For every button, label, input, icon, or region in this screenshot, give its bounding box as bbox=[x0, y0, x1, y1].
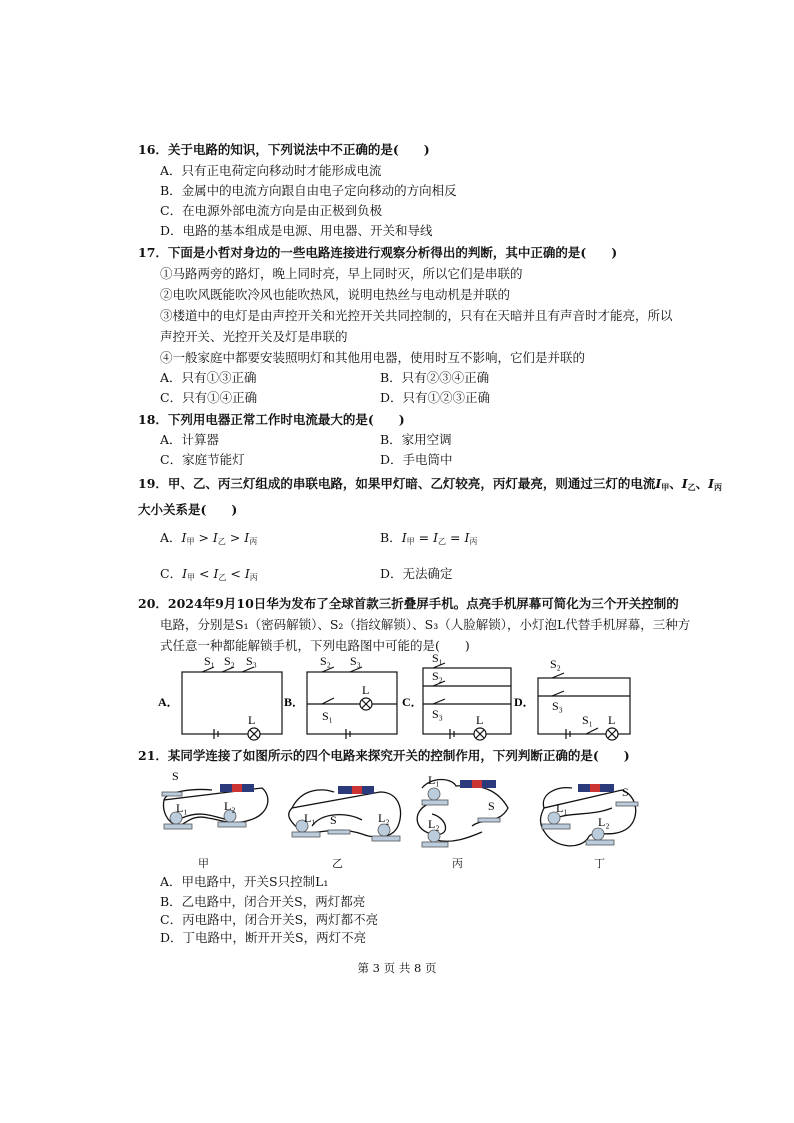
q21-yi-l1: L₁ bbox=[304, 811, 316, 825]
q17-option-b: B．只有②③④正确 bbox=[380, 370, 490, 385]
q20-d-s3: S₃ bbox=[552, 699, 563, 713]
q19-option-c: C．$I_甲 < I_乙 < I_丙$ bbox=[160, 566, 258, 582]
q19-option-a: A．$I_甲 > I_乙 > I_丙$ bbox=[160, 530, 258, 546]
q16-option-c: C．在电源外部电流方向是由正极到负极 bbox=[160, 203, 383, 218]
q20-a-l: L bbox=[248, 713, 256, 727]
q21-bing-l1: L₁ bbox=[428, 773, 440, 787]
q20-b-s2: S₂ bbox=[320, 654, 331, 668]
q21-yi-s: S bbox=[330, 813, 337, 827]
q20-label-c: C． bbox=[402, 695, 423, 709]
q21-ding-s: S bbox=[622, 785, 629, 799]
q21-caption-jia: 甲 bbox=[198, 857, 209, 870]
q18-option-d: D．手电筒中 bbox=[380, 452, 453, 467]
q20-stem-b: 电路，分别是S₁（密码解锁）、S₂（指纹解锁）、S₃（人脸解锁），小灯泡L代替手机屏幕，三种方 bbox=[160, 617, 691, 632]
q20-circuit-diagrams bbox=[150, 652, 640, 742]
q20-a-s1: S₁ bbox=[204, 654, 215, 668]
q21-bing-l2: L₂ bbox=[428, 817, 440, 831]
q18-option-a: A．计算器 bbox=[160, 432, 220, 447]
q20-c-l: L bbox=[476, 713, 484, 727]
q17-option-c: C．只有①④正确 bbox=[160, 390, 258, 405]
q20-c-s2: S₂ bbox=[432, 669, 443, 683]
q20-c-s3: S₃ bbox=[432, 707, 443, 721]
q19-stem-b: 大小关系是( ) bbox=[138, 502, 238, 517]
q21-caption-bing: 丙 bbox=[452, 857, 463, 870]
q20-b-s3: S₃ bbox=[350, 654, 361, 668]
q21-jia-l2: L₂ bbox=[224, 799, 236, 813]
q17-option-a: A．只有①③正确 bbox=[160, 370, 257, 385]
q21-caption-ding: 丁 bbox=[594, 857, 605, 870]
q20-d-s2: S₂ bbox=[550, 657, 561, 671]
q17-statement-2: ②电吹风既能吹冷风也能吹热风，说明电热丝与电动机是并联的 bbox=[160, 287, 511, 302]
q21-bing-s: S bbox=[488, 799, 495, 813]
q17-statement-1: ①马路两旁的路灯，晚上同时亮，早上同时灭，所以它们是串联的 bbox=[160, 266, 523, 281]
q17-statement-3b: 声控开关、光控开关及灯是串联的 bbox=[160, 329, 348, 344]
q20-c-s1: S₁ bbox=[432, 652, 443, 665]
q21-option-d: D．丁电路中，断开开关S，两灯不亮 bbox=[160, 930, 367, 945]
q21-caption-yi: 乙 bbox=[332, 857, 343, 870]
q19-stem-a: 19．甲、乙、丙三灯组成的串联电路，如果甲灯暗、乙灯较亮，丙灯最亮，则通过三灯的电流$I_甲$、$I_乙$、$I_丙$ bbox=[138, 476, 723, 492]
q18-stem: 18．下列用电器正常工作时电流最大的是( ) bbox=[138, 412, 405, 427]
q16-option-b: B．金属中的电流方向跟自由电子定向移动的方向相反 bbox=[160, 183, 457, 198]
q20-b-l: L bbox=[362, 683, 370, 697]
q16-stem: 16．关于电路的知识，下列说法中不正确的是( ) bbox=[138, 142, 430, 157]
q17-option-d: D．只有①②③正确 bbox=[380, 390, 491, 405]
q18-option-c: C．家庭节能灯 bbox=[160, 452, 245, 467]
q21-option-b: B．乙电路中，闭合开关S，两灯都亮 bbox=[160, 894, 366, 909]
q21-ding-l1: L₁ bbox=[556, 801, 568, 815]
q21-yi-l2: L₂ bbox=[378, 811, 390, 825]
q19-option-b: B．$I_甲 = I_乙 = I_丙$ bbox=[380, 530, 478, 546]
q21-stem: 21．某同学连接了如图所示的四个电路来探究开关的控制作用，下列判断正确的是( ) bbox=[138, 748, 630, 763]
q20-b-s1: S₁ bbox=[322, 709, 333, 723]
q17-statement-4: ④一般家庭中都要安装照明灯和其他用电器，使用时互不影响，它们是并联的 bbox=[160, 350, 586, 365]
q20-stem-c: 式任意一种都能解锁手机，下列电路图中可能的是( ) bbox=[160, 638, 470, 653]
q21-jia-l1: L₁ bbox=[176, 801, 188, 815]
q20-stem-a: 20．2024年9月10日华为发布了全球首款三折叠屏手机。点亮手机屏幕可简化为三个开关控制的 bbox=[138, 596, 679, 611]
q17-stem: 17．下面是小哲对身边的一些电路连接进行观察分析得出的判断，其中正确的是( ) bbox=[138, 245, 618, 260]
q21-jia-s: S bbox=[172, 769, 179, 783]
q20-label-d: D． bbox=[514, 695, 535, 709]
q20-label-b: B． bbox=[284, 695, 305, 709]
q16-option-a: A．只有正电荷定向移动时才能形成电流 bbox=[160, 163, 382, 178]
q21-option-a: A．甲电路中，开关S只控制L₁ bbox=[160, 874, 329, 889]
q20-a-s2: S₂ bbox=[224, 654, 235, 668]
q20-a-s3: S₃ bbox=[246, 654, 257, 668]
q19-option-d: D．无法确定 bbox=[380, 566, 453, 581]
page-footer: 第 3 页 共 8 页 bbox=[357, 961, 437, 975]
q16-option-d: D．电路的基本组成是电源、用电器、开关和导线 bbox=[160, 223, 433, 238]
q21-ding-l2: L₂ bbox=[598, 815, 610, 829]
q18-option-b: B．家用空调 bbox=[380, 432, 452, 447]
q21-circuit-photos bbox=[152, 768, 642, 868]
q21-option-c: C．丙电路中，闭合开关S，两灯都不亮 bbox=[160, 912, 379, 927]
q20-d-l: L bbox=[608, 713, 616, 727]
q20-d-s1: S₁ bbox=[582, 713, 593, 727]
q17-statement-3a: ③楼道中的电灯是由声控开关和光控开关共同控制的，只有在天暗并且有声音时才能亮，所以 bbox=[160, 308, 673, 323]
q20-label-a: A． bbox=[158, 695, 179, 709]
